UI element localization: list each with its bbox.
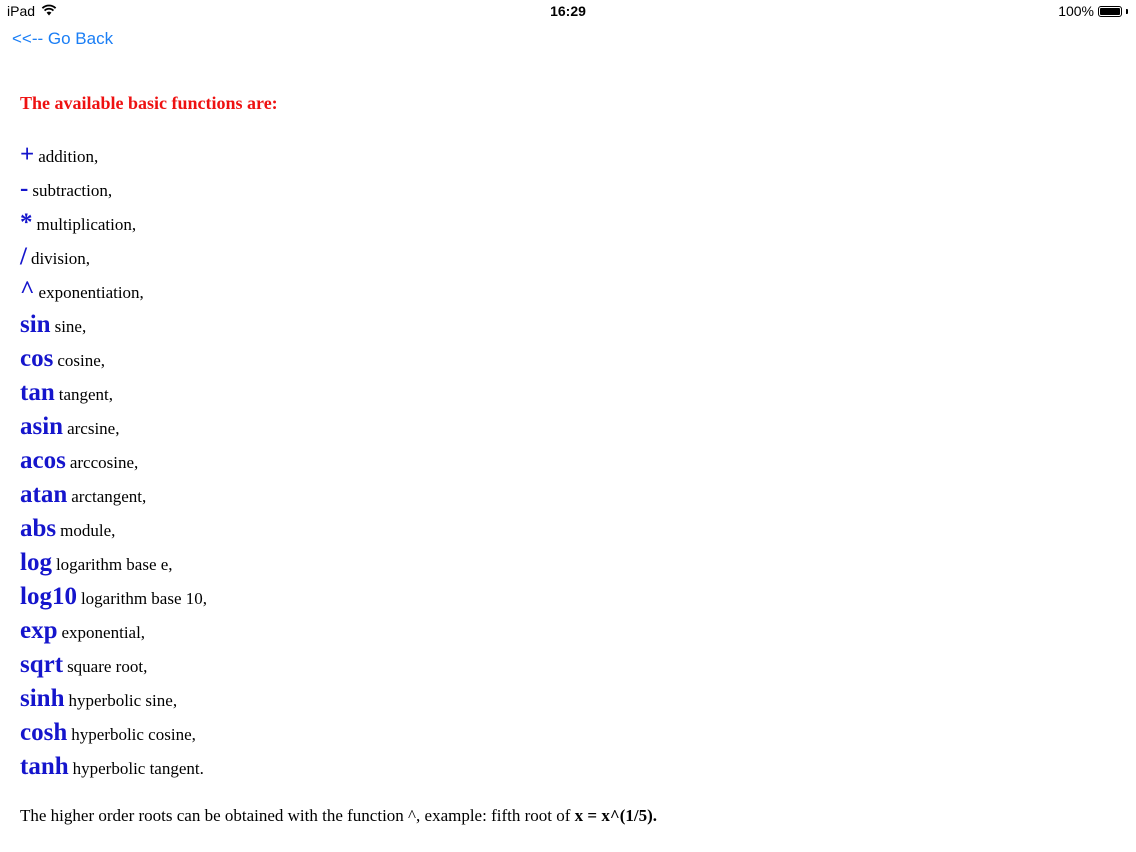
status-time: 16:29 (550, 3, 586, 19)
function-symbol: tan (20, 379, 55, 406)
function-symbol: log10 (20, 583, 77, 610)
function-item (20, 206, 207, 240)
function-description: arcsine, (67, 419, 120, 438)
function-item (20, 376, 207, 410)
function-symbol: * (20, 209, 33, 236)
roots-note (20, 806, 657, 826)
function-item (20, 478, 207, 512)
function-description: division, (30, 249, 90, 268)
function-item (20, 138, 207, 172)
function-description: hyperbolic sine, (68, 691, 178, 710)
function-description: subtraction, (32, 181, 113, 200)
function-item (20, 240, 207, 274)
function-item (20, 750, 207, 784)
function-symbol: abs (20, 515, 57, 542)
function-symbol: tanh (20, 753, 69, 780)
function-description: module, (60, 521, 116, 540)
go-back-link[interactable]: <<-- Go Back (12, 29, 114, 48)
function-symbol: acos (20, 447, 66, 474)
function-symbol: / (20, 243, 27, 270)
function-description: multiplication, (36, 215, 137, 234)
status-right (1058, 3, 1128, 19)
roots-formula: x = x^(1/5). (574, 806, 658, 825)
function-item (20, 648, 207, 682)
function-symbol: sin (20, 311, 51, 338)
function-symbol: + (20, 141, 35, 168)
function-item (20, 172, 207, 206)
function-description: logarithm base e, (55, 555, 173, 574)
function-item (20, 444, 207, 478)
function-description: hyperbolic tangent. (72, 759, 204, 778)
battery-tip (1126, 9, 1128, 14)
function-description: sine, (54, 317, 87, 336)
function-symbol: cosh (20, 719, 68, 746)
help-content (20, 90, 1120, 825)
battery-percent: 100% (1058, 3, 1094, 19)
function-description: square root, (67, 657, 148, 676)
function-symbol: log (20, 549, 52, 576)
function-symbol: ^ (20, 277, 35, 304)
function-item (20, 716, 207, 750)
function-description: cosine, (57, 351, 106, 370)
function-item (20, 274, 207, 308)
function-list (20, 138, 207, 784)
function-symbol: sinh (20, 685, 65, 712)
function-symbol: cos (20, 345, 54, 372)
function-item (20, 614, 207, 648)
function-description: exponentiation, (38, 283, 144, 302)
function-description: exponential, (61, 623, 146, 642)
roots-note-text: The higher order roots can be obtained with the function ^, example: fifth root of (20, 806, 571, 825)
function-symbol: asin (20, 413, 64, 440)
function-description: logarithm base 10, (80, 589, 208, 608)
function-symbol: exp (20, 617, 58, 644)
function-item (20, 342, 207, 376)
function-item (20, 512, 207, 546)
function-description: arccosine, (69, 453, 139, 472)
battery-icon (1098, 6, 1122, 17)
function-item (20, 580, 207, 614)
function-item (20, 546, 207, 580)
status-bar (0, 0, 1136, 24)
function-item (20, 410, 207, 444)
function-description: addition, (38, 147, 99, 166)
function-symbol: sqrt (20, 651, 64, 678)
function-item (20, 308, 207, 342)
function-symbol: - (20, 175, 29, 202)
function-description: arctangent, (71, 487, 147, 506)
function-symbol: atan (20, 481, 68, 508)
function-description: tangent, (58, 385, 114, 404)
function-description: hyperbolic cosine, (71, 725, 196, 744)
functions-heading: The available basic functions are: (20, 93, 278, 113)
device-name: iPad (7, 3, 36, 19)
function-item (20, 682, 207, 716)
